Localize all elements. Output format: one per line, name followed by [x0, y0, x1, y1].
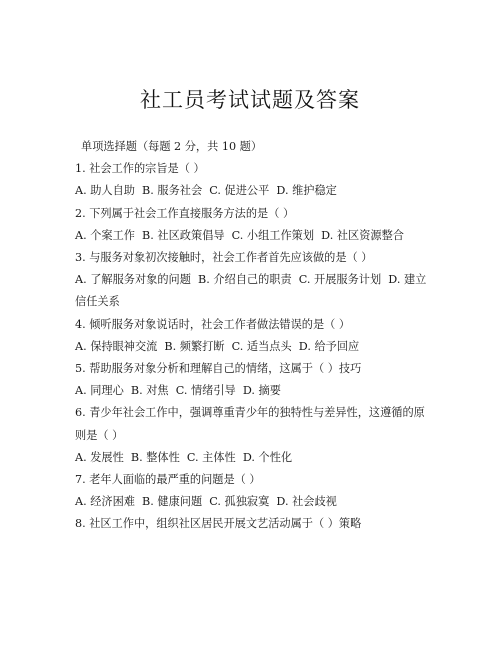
question-stem: 2. 下列属于社会工作直接服务方法的是（ ）	[75, 206, 295, 220]
document-body	[75, 136, 430, 536]
question-item	[75, 314, 430, 358]
question-options: A. 了解服务对象的问题 B. 介绍自己的职责 C. 开展服务计划 D. 建立信任关系	[75, 273, 427, 309]
question-item	[75, 513, 430, 535]
question-stem: 7. 老年人面临的最严重的问题是（ ）	[75, 473, 261, 487]
question-options: A. 经济困难 B. 健康问题 C. 孤独寂寞 D. 社会歧视	[75, 495, 337, 509]
question-stem: 6. 青少年社会工作中，强调尊重青少年的独特性与差异性，这遵循的原则是（ ）	[75, 406, 425, 442]
section-heading: 单项选择题（每题 2 分，共 10 题）	[81, 140, 263, 153]
question-item	[75, 358, 430, 402]
question-stem: 4. 倾听服务对象说话时，社会工作者做法错误的是（ ）	[75, 317, 351, 331]
question-item	[75, 402, 430, 469]
question-item	[75, 158, 430, 202]
question-stem: 1. 社会工作的宗旨是（ ）	[75, 162, 205, 176]
question-stem: 5. 帮助服务对象分析和理解自己的情绪，这属于（ ）技巧	[75, 362, 362, 376]
question-item	[75, 247, 430, 314]
question-options: A. 个案工作 B. 社区政策倡导 C. 小组工作策划 D. 社区资源整合	[75, 228, 404, 242]
question-options: A. 同理心 B. 对焦 C. 情绪引导 D. 摘要	[75, 384, 281, 398]
question-options: A. 保持眼神交流 B. 频繁打断 C. 适当点头 D. 给予回应	[75, 339, 360, 353]
question-stem: 8. 社区工作中，组织社区居民开展文艺活动属于（ ）策略	[75, 517, 362, 531]
document-title: 社工员考试试题及答案	[140, 88, 360, 112]
question-item	[75, 203, 430, 247]
question-stem: 3. 与服务对象初次接触时，社会工作者首先应该做的是（ ）	[75, 251, 373, 265]
question-options: A. 发展性 B. 整体性 C. 主体性 D. 个性化	[75, 450, 293, 464]
question-options: A. 助人自助 B. 服务社会 C. 促进公平 D. 维护稳定	[75, 184, 337, 198]
question-item	[75, 469, 430, 513]
